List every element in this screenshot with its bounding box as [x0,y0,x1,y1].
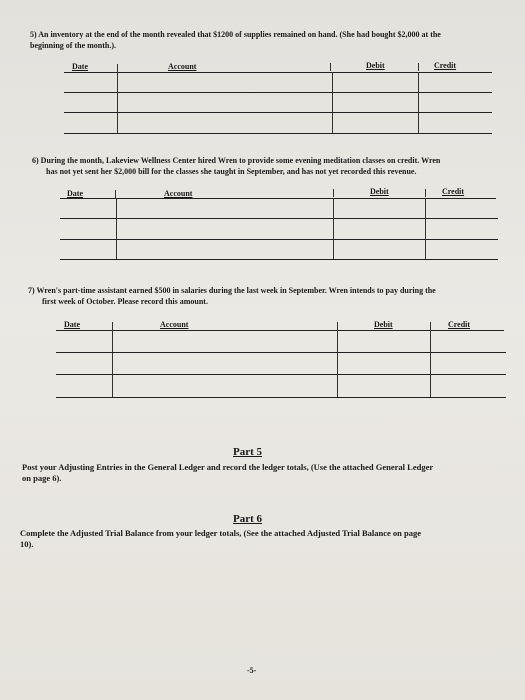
header-rule [64,72,492,73]
entry-row-line[interactable] [56,397,506,398]
entry-row-line[interactable] [60,218,498,219]
question-6-line2: has not yet sent her $2,000 bill for the classes she taught in September, and has not yet recorded this revenue. [46,167,417,176]
credit-header: Credit [442,187,465,196]
entry-row-line[interactable] [64,133,492,134]
credit-header: Credit [448,320,471,329]
question-6 [32,155,512,177]
part-6-line1: Complete the Adjusted Trial Balance from your ledger totals, (See the attached Adjusted Trial Balance on page [20,528,421,538]
question-5 [30,29,510,51]
column-tick [430,322,431,330]
account-header: Account [168,62,197,71]
entry-row-line[interactable] [64,112,492,113]
question-7-line1: 7) Wren's part-time assistant earned $500 in salaries during the last week in September. Wren intends to pay during the [28,286,436,295]
column-divider [116,198,117,260]
page-number: -5- [247,666,257,675]
column-divider [430,330,431,398]
part-5-line2: on page 6). [22,473,62,483]
column-divider [337,330,338,398]
column-tick [425,189,426,197]
column-divider [333,198,334,260]
question-5-line1: 5) An inventory at the end of the month revealed that $1200 of supplies remained on hand. (She had bought $2,000 at the [30,30,441,39]
column-tick [337,322,338,330]
column-divider [425,198,426,260]
date-header: Date [67,189,83,198]
header-rule [60,198,496,199]
question-7 [28,285,513,307]
part-5-line1: Post your Adjusting Entries in the General Ledger and record the ledger totals, (Use the attached General Ledger [22,462,434,472]
column-tick [418,63,419,71]
question-7-line2: first week of October. Please record this amount. [42,297,208,306]
debit-header: Debit [374,320,393,329]
entry-row-line[interactable] [64,92,492,93]
question-6-line1: 6) During the month, Lakeview Wellness Center hired Wren to provide some evening meditation classes on credit. Wren [32,156,441,165]
question-5-line2: beginning of the month.). [30,41,117,50]
column-tick [333,189,334,197]
date-header: Date [64,320,80,329]
column-divider [418,72,419,134]
column-divider [112,330,113,398]
debit-header: Debit [366,61,385,70]
debit-header: Debit [370,187,389,196]
account-header: Account [164,189,193,198]
date-header: Date [72,62,88,71]
entry-row-line[interactable] [60,239,498,240]
part-5-title: Part 5 [233,446,263,458]
column-tick [330,63,331,71]
column-tick [115,190,116,198]
column-divider [332,72,333,134]
entry-row-line[interactable] [56,352,506,353]
column-divider [117,72,118,134]
entry-row-line[interactable] [56,374,506,375]
part-6-instructions [20,528,517,550]
account-header: Account [160,320,189,329]
column-tick [112,322,113,330]
part-6-title: Part 6 [233,513,263,525]
part-5-instructions [22,462,517,484]
column-tick [117,64,118,72]
entry-row-line[interactable] [60,259,498,260]
header-rule [56,330,504,331]
credit-header: Credit [434,61,457,70]
part-6-line2: 10). [20,539,34,549]
